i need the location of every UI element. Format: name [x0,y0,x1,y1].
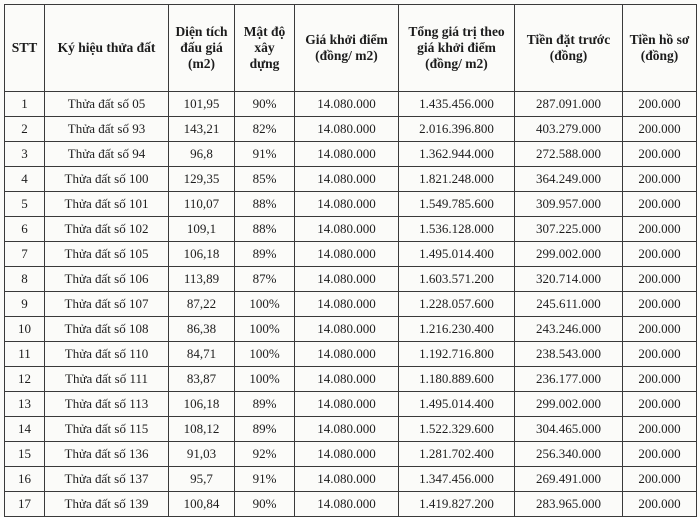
cell-lot: Thửa đất số 139 [45,492,169,517]
cell-area: 91,03 [169,442,235,467]
cell-area: 110,07 [169,192,235,217]
cell-stt: 10 [5,317,45,342]
cell-lot: Thửa đất số 106 [45,267,169,292]
table-row [5,167,697,192]
cell-stt: 11 [5,342,45,367]
table-row [5,192,697,217]
cell-area: 129,35 [169,167,235,192]
cell-deposit: 243.246.000 [515,317,623,342]
header-deposit: Tiền đặt trước (đồng) [515,5,623,92]
cell-total-value: 1.522.329.600 [399,417,515,442]
cell-density: 90% [235,492,295,517]
cell-fee: 200.000 [623,442,697,467]
cell-density: 89% [235,242,295,267]
cell-lot: Thửa đất số 107 [45,292,169,317]
cell-deposit: 272.588.000 [515,142,623,167]
cell-start-price: 14.080.000 [295,242,399,267]
cell-total-value: 2.016.396.800 [399,117,515,142]
cell-total-value: 1.435.456.000 [399,92,515,117]
cell-stt: 13 [5,392,45,417]
table-row [5,117,697,142]
cell-fee: 200.000 [623,242,697,267]
cell-total-value: 1.228.057.600 [399,292,515,317]
cell-area: 106,18 [169,392,235,417]
cell-start-price: 14.080.000 [295,492,399,517]
cell-lot: Thửa đất số 136 [45,442,169,467]
cell-area: 109,1 [169,217,235,242]
cell-start-price: 14.080.000 [295,467,399,492]
cell-start-price: 14.080.000 [295,367,399,392]
cell-total-value: 1.216.230.400 [399,317,515,342]
cell-stt: 8 [5,267,45,292]
cell-total-value: 1.603.571.200 [399,267,515,292]
cell-density: 82% [235,117,295,142]
cell-deposit: 299.002.000 [515,242,623,267]
cell-fee: 200.000 [623,217,697,242]
cell-density: 100% [235,342,295,367]
cell-total-value: 1.536.128.000 [399,217,515,242]
cell-stt: 6 [5,217,45,242]
cell-density: 100% [235,317,295,342]
cell-area: 106,18 [169,242,235,267]
cell-stt: 15 [5,442,45,467]
header-area: Diện tích đấu giá (m2) [169,5,235,92]
cell-total-value: 1.192.716.800 [399,342,515,367]
table-row [5,217,697,242]
cell-deposit: 307.225.000 [515,217,623,242]
table-body [5,92,697,517]
cell-start-price: 14.080.000 [295,167,399,192]
table-row [5,367,697,392]
cell-total-value: 1.281.702.400 [399,442,515,467]
cell-density: 89% [235,392,295,417]
cell-start-price: 14.080.000 [295,117,399,142]
table-row [5,442,697,467]
cell-area: 84,71 [169,342,235,367]
cell-start-price: 14.080.000 [295,417,399,442]
cell-lot: Thửa đất số 100 [45,167,169,192]
table-row [5,142,697,167]
table-row [5,492,697,517]
cell-lot: Thửa đất số 108 [45,317,169,342]
cell-lot: Thửa đất số 110 [45,342,169,367]
cell-stt: 3 [5,142,45,167]
table-row [5,292,697,317]
table-row [5,242,697,267]
cell-start-price: 14.080.000 [295,192,399,217]
cell-area: 95,7 [169,467,235,492]
cell-deposit: 269.491.000 [515,467,623,492]
cell-density: 87% [235,267,295,292]
cell-deposit: 245.611.000 [515,292,623,317]
cell-density: 91% [235,467,295,492]
cell-area: 143,21 [169,117,235,142]
cell-area: 100,84 [169,492,235,517]
cell-start-price: 14.080.000 [295,267,399,292]
cell-lot: Thửa đất số 113 [45,392,169,417]
cell-density: 90% [235,92,295,117]
cell-fee: 200.000 [623,192,697,217]
cell-stt: 17 [5,492,45,517]
table-row [5,92,697,117]
cell-start-price: 14.080.000 [295,292,399,317]
cell-fee: 200.000 [623,267,697,292]
cell-fee: 200.000 [623,117,697,142]
cell-deposit: 236.177.000 [515,367,623,392]
cell-density: 89% [235,417,295,442]
table-header [5,5,697,92]
header-lot: Ký hiệu thửa đất [45,5,169,92]
table-row [5,342,697,367]
cell-start-price: 14.080.000 [295,342,399,367]
cell-stt: 7 [5,242,45,267]
table-row [5,417,697,442]
cell-fee: 200.000 [623,317,697,342]
cell-area: 101,95 [169,92,235,117]
cell-deposit: 283.965.000 [515,492,623,517]
cell-start-price: 14.080.000 [295,92,399,117]
table-row [5,467,697,492]
cell-start-price: 14.080.000 [295,317,399,342]
cell-start-price: 14.080.000 [295,142,399,167]
cell-fee: 200.000 [623,417,697,442]
auction-land-table [4,4,697,517]
header-row [5,5,697,92]
cell-start-price: 14.080.000 [295,217,399,242]
cell-deposit: 287.091.000 [515,92,623,117]
cell-fee: 200.000 [623,292,697,317]
cell-area: 86,38 [169,317,235,342]
cell-lot: Thửa đất số 137 [45,467,169,492]
cell-density: 100% [235,292,295,317]
cell-fee: 200.000 [623,392,697,417]
cell-lot: Thửa đất số 101 [45,192,169,217]
cell-total-value: 1.495.014.400 [399,242,515,267]
cell-density: 88% [235,192,295,217]
cell-deposit: 309.957.000 [515,192,623,217]
cell-lot: Thửa đất số 05 [45,92,169,117]
header-density: Mật độ xây dựng [235,5,295,92]
cell-stt: 12 [5,367,45,392]
cell-stt: 9 [5,292,45,317]
cell-density: 85% [235,167,295,192]
cell-lot: Thửa đất số 102 [45,217,169,242]
cell-start-price: 14.080.000 [295,442,399,467]
cell-density: 100% [235,367,295,392]
cell-stt: 14 [5,417,45,442]
cell-fee: 200.000 [623,467,697,492]
header-start-price: Giá khởi điểm (đồng/ m2) [295,5,399,92]
cell-deposit: 320.714.000 [515,267,623,292]
cell-total-value: 1.821.248.000 [399,167,515,192]
header-fee: Tiền hồ sơ (đồng) [623,5,697,92]
cell-fee: 200.000 [623,367,697,392]
cell-fee: 200.000 [623,342,697,367]
cell-total-value: 1.180.889.600 [399,367,515,392]
cell-total-value: 1.549.785.600 [399,192,515,217]
cell-deposit: 238.543.000 [515,342,623,367]
cell-density: 91% [235,142,295,167]
table-row [5,317,697,342]
cell-area: 83,87 [169,367,235,392]
cell-total-value: 1.347.456.000 [399,467,515,492]
cell-lot: Thửa đất số 94 [45,142,169,167]
cell-lot: Thửa đất số 93 [45,117,169,142]
cell-total-value: 1.362.944.000 [399,142,515,167]
cell-lot: Thửa đất số 105 [45,242,169,267]
table-row [5,392,697,417]
cell-deposit: 403.279.000 [515,117,623,142]
cell-stt: 16 [5,467,45,492]
cell-density: 92% [235,442,295,467]
cell-lot: Thửa đất số 111 [45,367,169,392]
cell-stt: 5 [5,192,45,217]
header-total-value: Tổng giá trị theo giá khởi điểm (đồng/ m2) [399,5,515,92]
cell-deposit: 299.002.000 [515,392,623,417]
cell-total-value: 1.419.827.200 [399,492,515,517]
cell-start-price: 14.080.000 [295,392,399,417]
cell-total-value: 1.495.014.400 [399,392,515,417]
cell-area: 87,22 [169,292,235,317]
cell-stt: 2 [5,117,45,142]
cell-area: 113,89 [169,267,235,292]
cell-fee: 200.000 [623,92,697,117]
cell-deposit: 304.465.000 [515,417,623,442]
cell-deposit: 256.340.000 [515,442,623,467]
cell-area: 108,12 [169,417,235,442]
cell-lot: Thửa đất số 115 [45,417,169,442]
header-stt: STT [5,5,45,92]
cell-area: 96,8 [169,142,235,167]
cell-fee: 200.000 [623,167,697,192]
cell-fee: 200.000 [623,492,697,517]
cell-stt: 4 [5,167,45,192]
table-row [5,267,697,292]
cell-fee: 200.000 [623,142,697,167]
cell-stt: 1 [5,92,45,117]
cell-density: 88% [235,217,295,242]
cell-deposit: 364.249.000 [515,167,623,192]
